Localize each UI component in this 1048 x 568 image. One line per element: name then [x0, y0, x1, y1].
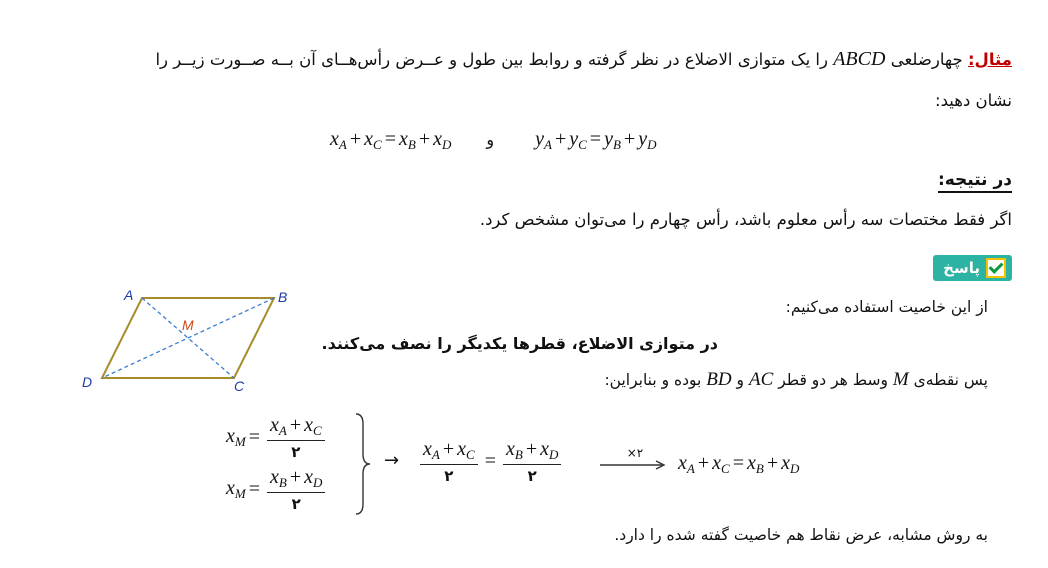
- answer-line2: در متوازی الاضلاع، قطرها یکدیگر را نصف می‌کنند.: [321, 334, 718, 353]
- denominator-4: ۲: [527, 467, 537, 485]
- answer-badge: [933, 255, 1012, 282]
- implies-arrow: →: [384, 450, 400, 471]
- right-brace: [354, 412, 372, 516]
- xm-formula-1: $x_M$ = $\frac{x_A + x_C}{۲}$: [226, 414, 329, 461]
- times-two-arrow: [600, 446, 666, 470]
- answer-line1: از این خاصیت استفاده می‌کنیم:: [785, 298, 988, 316]
- answer-line3-c: بوده و بنابراین:: [604, 371, 702, 389]
- answer-line3-and: و: [736, 371, 745, 389]
- answer-line3-b: وسط هر دو قطر: [778, 371, 888, 389]
- point-m: M: [892, 369, 909, 390]
- vertex-b-label: B: [278, 289, 288, 305]
- midpoint-m-label: M: [182, 317, 194, 333]
- denominator-1: ۲: [291, 443, 301, 461]
- example-lead: مثال:: [967, 50, 1012, 69]
- denominator-3: ۲: [444, 467, 454, 485]
- quadrilateral-name: ABCD: [833, 48, 886, 70]
- vertex-a-label: A: [124, 287, 134, 303]
- relation-formula: $x_A + x_C = x_B + x_D$ و $y_A + y_C = y_B + y_D$: [330, 128, 657, 152]
- relation-and: و: [486, 130, 495, 149]
- vertex-c-label: C: [234, 378, 245, 394]
- diagonal-bd-name: BD: [706, 369, 732, 390]
- parallelogram-diagram: [72, 282, 312, 394]
- answer-line4: به روش مشابه، عرض نقاط هم خاصیت گفته شده را دارد.: [614, 526, 988, 544]
- conclusion-heading: در نتیجه:: [938, 170, 1012, 193]
- times-two-label: ×۲: [626, 446, 644, 460]
- answer-badge-label: پاسخ: [943, 259, 980, 277]
- equal-fractions: $\frac{x_A + x_C}{۲}$ = $\frac{x_B + x_D}{۲}$: [416, 438, 565, 485]
- example-text-c: نشان دهید:: [935, 91, 1012, 110]
- checkbox-icon: [986, 258, 1006, 278]
- example-text-b: را یک متوازی الاضلاع در نظر گرفته و روابط بین طول و عــرض رأس‌هــای آن بــه صــورت زیــر را: [155, 50, 828, 69]
- example-paragraph: [40, 44, 1012, 75]
- answer-line3: [604, 369, 988, 391]
- conclusion-heading-wrap: [938, 170, 1012, 190]
- diagonal-ac-name: AC: [748, 369, 774, 390]
- result-formula: $x_A + x_C = x_B + x_D$: [678, 452, 800, 476]
- diagonal-bd: [102, 298, 274, 378]
- answer-line3-a: پس نقطه‌ی: [913, 371, 988, 389]
- vertex-d-label: D: [82, 374, 93, 390]
- denominator-2: ۲: [291, 495, 301, 513]
- example-text-a: چهارضلعی: [890, 50, 963, 69]
- xm-formula-2: $x_M$ = $\frac{x_B + x_D}{۲}$: [226, 466, 329, 513]
- conclusion-text: اگر فقط مختصات سه رأس معلوم باشد، رأس چهارم را می‌توان مشخص کرد.: [479, 210, 1012, 229]
